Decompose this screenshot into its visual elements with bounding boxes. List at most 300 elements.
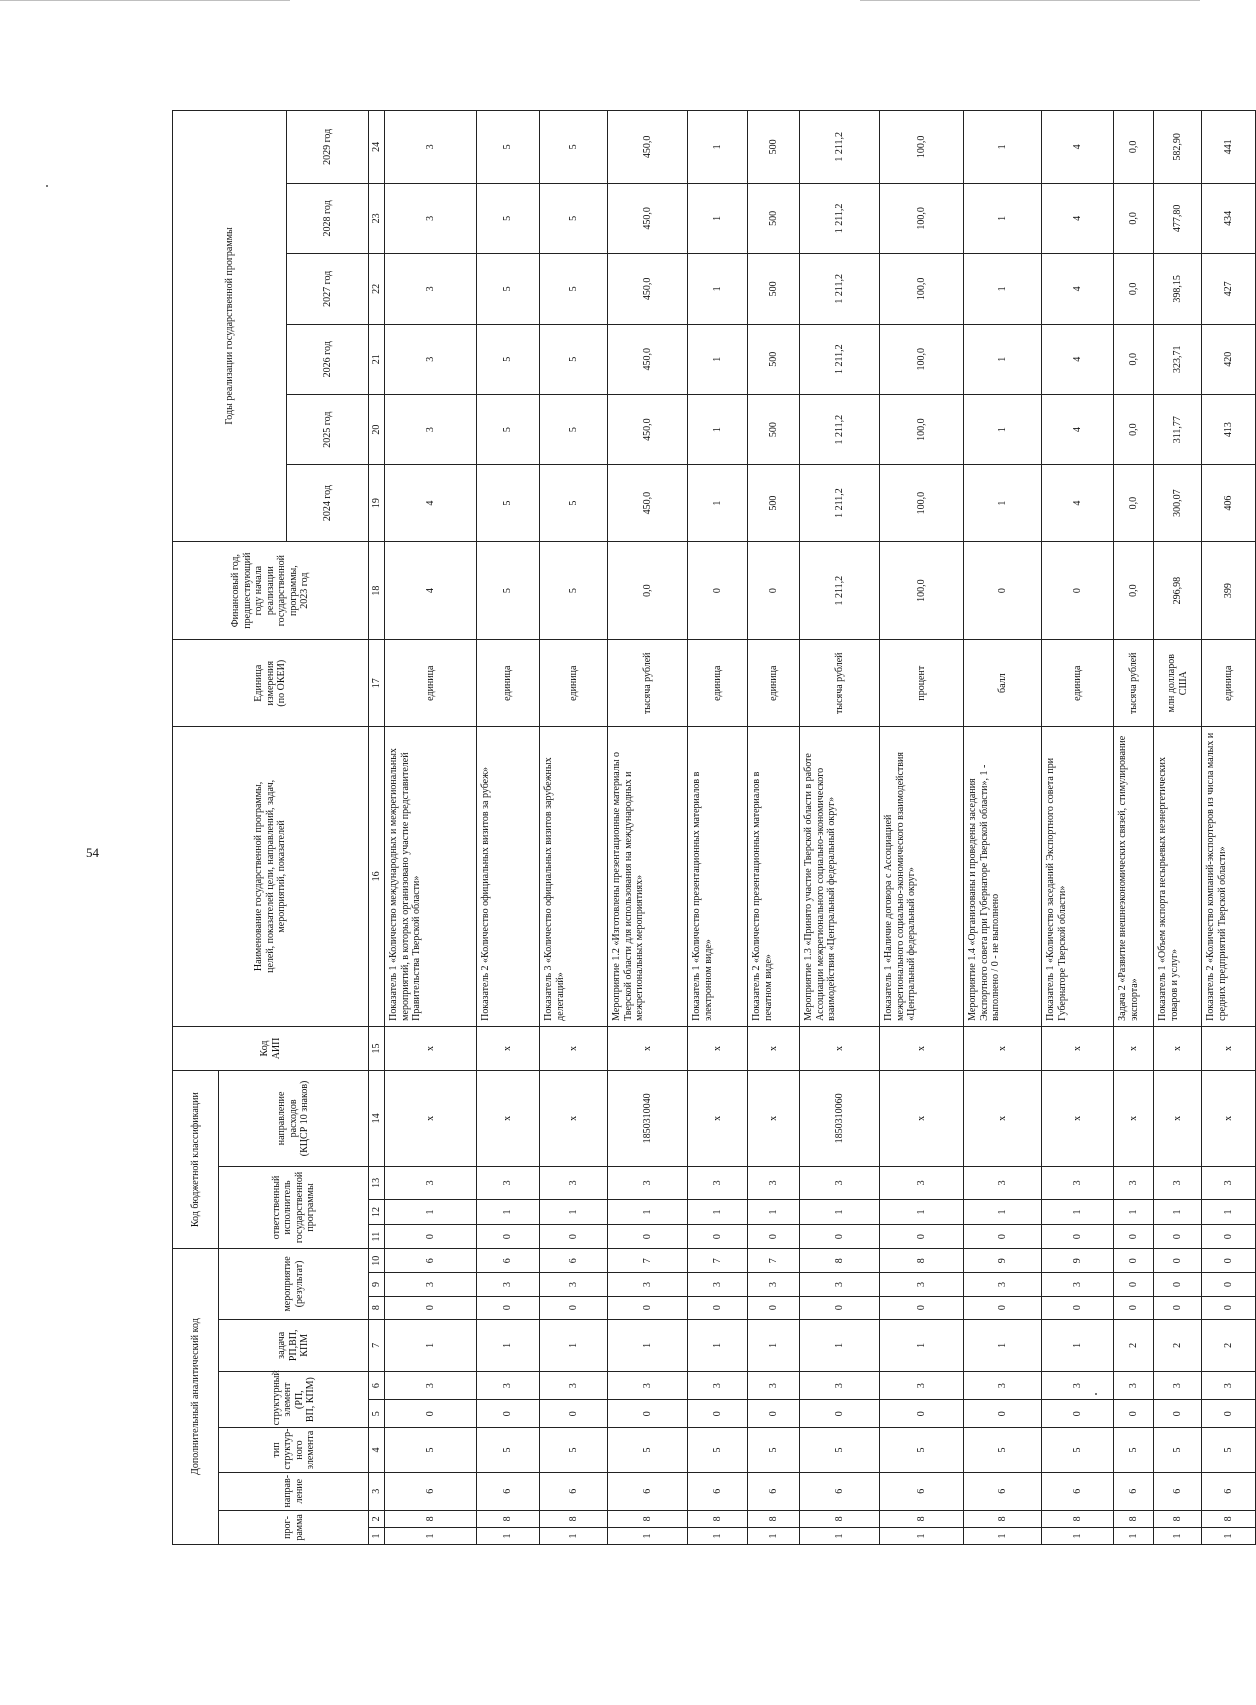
code-cell: 8 — [688, 1510, 748, 1527]
year-value-cell: 0,0 — [1114, 324, 1154, 394]
code-cell: 0 — [1154, 1249, 1202, 1273]
code-cell: 5 — [1154, 1428, 1202, 1472]
code-cell: 0 — [688, 1296, 748, 1319]
code-cell: 3 — [540, 1273, 608, 1296]
code-cell: 1 — [880, 1527, 964, 1544]
code-cell: 6 — [1114, 1472, 1154, 1510]
column-number: 1 — [369, 1527, 385, 1544]
column-number: 24 — [369, 111, 385, 184]
code-cell: 8 — [748, 1510, 800, 1527]
code-cell: 8 — [540, 1510, 608, 1527]
code-cell: 0 — [800, 1400, 880, 1428]
code-cell: 1 — [477, 1199, 540, 1224]
code-cell: 6 — [477, 1472, 540, 1510]
column-number: 14 — [369, 1071, 385, 1167]
base-year-cell: 0 — [688, 541, 748, 640]
column-number: 20 — [369, 394, 385, 464]
year-value-cell: 5 — [477, 183, 540, 253]
header-direction: направ- ление — [219, 1472, 369, 1510]
table-row — [880, 111, 964, 1545]
year-value-cell: 1 — [964, 183, 1042, 253]
code-cell: 8 — [1114, 1510, 1154, 1527]
column-number: 15 — [369, 1026, 385, 1070]
code-cell: 2 — [1154, 1319, 1202, 1371]
column-number: 10 — [369, 1249, 385, 1273]
code-cell: 2 — [1202, 1319, 1256, 1371]
code-cell: 5 — [385, 1428, 477, 1472]
kcsr-cell: х — [1202, 1071, 1256, 1167]
code-cell: 1 — [385, 1199, 477, 1224]
header-struct-element: структурный элемент (РП, ВП, КПМ) — [219, 1371, 369, 1427]
code-cell: 3 — [688, 1273, 748, 1296]
table-row — [608, 111, 688, 1545]
year-value-cell: 420 — [1202, 324, 1256, 394]
kcsr-cell: х — [688, 1071, 748, 1167]
name-cell: Мероприятие 1.3 «Принято участие Тверской области в работе Ассоциации межрегионального социально-экономического взаимодействия «Центральный федеральный округ» — [800, 726, 880, 1026]
year-value-cell: 100,0 — [880, 324, 964, 394]
code-cell: 0 — [1154, 1273, 1202, 1296]
code-cell: 1 — [748, 1199, 800, 1224]
code-cell: 0 — [1114, 1273, 1154, 1296]
year-value-cell: 427 — [1202, 254, 1256, 324]
code-cell: 0 — [1042, 1400, 1114, 1428]
header-year: 2027 год — [287, 254, 369, 324]
year-value-cell: 3 — [385, 111, 477, 184]
aip-cell: х — [540, 1026, 608, 1070]
code-cell: 0 — [1202, 1225, 1256, 1249]
code-cell: 1 — [540, 1319, 608, 1371]
code-cell: 0 — [880, 1400, 964, 1428]
code-cell: 0 — [800, 1225, 880, 1249]
code-cell: 3 — [964, 1273, 1042, 1296]
code-cell: 8 — [1042, 1510, 1114, 1527]
year-value-cell: 398,15 — [1154, 254, 1202, 324]
year-value-cell: 1 — [688, 111, 748, 184]
year-value-cell: 1 — [688, 324, 748, 394]
code-cell: 5 — [964, 1428, 1042, 1472]
year-value-cell: 0,0 — [1114, 111, 1154, 184]
code-cell: 0 — [540, 1296, 608, 1319]
year-value-cell: 441 — [1202, 111, 1256, 184]
aip-cell: х — [688, 1026, 748, 1070]
unit-cell: тысяча рублей — [800, 640, 880, 727]
header-budget-code: Код бюджетной классификации — [173, 1071, 219, 1249]
name-cell: Показатель 1 «Наличие договора с Ассоциацией межрегионального социально-экономического взаимодействия «Центральный федеральный округ» — [880, 726, 964, 1026]
code-cell: 1 — [688, 1527, 748, 1544]
year-value-cell: 500 — [748, 324, 800, 394]
header-expense-direction: направление расходов (КЦСР 10 знаков) — [219, 1071, 369, 1167]
code-cell: 1 — [1042, 1199, 1114, 1224]
unit-cell: балл — [964, 640, 1042, 727]
year-value-cell: 0,0 — [1114, 183, 1154, 253]
code-cell: 3 — [1202, 1166, 1256, 1199]
code-cell: 5 — [1202, 1428, 1256, 1472]
unit-cell: единица — [540, 640, 608, 727]
kcsr-cell: х — [748, 1071, 800, 1167]
kcsr-cell: х — [477, 1071, 540, 1167]
year-value-cell: 1 — [964, 111, 1042, 184]
year-value-cell: 406 — [1202, 465, 1256, 541]
year-value-cell: 450,0 — [608, 183, 688, 253]
column-number: 12 — [369, 1199, 385, 1224]
code-cell: 1 — [688, 1319, 748, 1371]
code-cell: 3 — [608, 1166, 688, 1199]
year-value-cell: 0,0 — [1114, 465, 1154, 541]
year-value-cell: 0,0 — [1114, 394, 1154, 464]
year-value-cell: 4 — [1042, 254, 1114, 324]
kcsr-cell: х — [540, 1071, 608, 1167]
code-cell: 0 — [608, 1400, 688, 1428]
code-cell: 0 — [748, 1400, 800, 1428]
year-value-cell: 450,0 — [608, 111, 688, 184]
year-value-cell: 5 — [477, 465, 540, 541]
base-year-cell: 100,0 — [880, 541, 964, 640]
code-cell: 0 — [1114, 1249, 1154, 1273]
year-value-cell: 1 — [964, 465, 1042, 541]
code-cell: 7 — [748, 1249, 800, 1273]
year-value-cell: 1 — [964, 394, 1042, 464]
year-value-cell: 5 — [540, 324, 608, 394]
column-number: 7 — [369, 1319, 385, 1371]
aip-cell: х — [385, 1026, 477, 1070]
year-value-cell: 1 211,2 — [800, 324, 880, 394]
code-cell: 3 — [688, 1166, 748, 1199]
table-row — [964, 111, 1042, 1545]
year-value-cell: 1 211,2 — [800, 394, 880, 464]
header-task: задача РП,ВП, КПМ — [219, 1319, 369, 1371]
code-cell: 8 — [800, 1249, 880, 1273]
year-value-cell: 3 — [385, 254, 477, 324]
header-year: 2024 год — [287, 465, 369, 541]
code-cell: 0 — [880, 1296, 964, 1319]
header-year: 2026 год — [287, 324, 369, 394]
year-value-cell: 5 — [477, 394, 540, 464]
year-value-cell: 500 — [748, 183, 800, 253]
header-executor: ответственный исполнитель государственной программы — [219, 1166, 369, 1248]
code-cell: 3 — [540, 1371, 608, 1399]
year-value-cell: 5 — [540, 394, 608, 464]
aip-cell: х — [1154, 1026, 1202, 1070]
code-cell: 0 — [1154, 1296, 1202, 1319]
name-cell: Показатель 1 «Объем экспорта несырьевых неэнергетических товаров и услуг» — [1154, 726, 1202, 1026]
code-cell: 5 — [748, 1428, 800, 1472]
year-value-cell: 500 — [748, 465, 800, 541]
code-cell: 6 — [1202, 1472, 1256, 1510]
code-cell: 3 — [964, 1166, 1042, 1199]
column-number: 2 — [369, 1510, 385, 1527]
code-cell: 6 — [800, 1472, 880, 1510]
unit-cell: процент — [880, 640, 964, 727]
code-cell: 6 — [540, 1472, 608, 1510]
code-cell: 6 — [964, 1472, 1042, 1510]
year-value-cell: 1 — [688, 394, 748, 464]
table-row — [800, 111, 880, 1545]
year-value-cell: 323,71 — [1154, 324, 1202, 394]
year-value-cell: 3 — [385, 394, 477, 464]
base-year-cell: 399 — [1202, 541, 1256, 640]
year-value-cell: 1 — [688, 183, 748, 253]
year-value-cell: 582,90 — [1154, 111, 1202, 184]
header-program: прог- рамма — [219, 1510, 369, 1544]
column-number: 4 — [369, 1428, 385, 1472]
code-cell: 1 — [1042, 1319, 1114, 1371]
code-cell: 3 — [748, 1371, 800, 1399]
code-cell: 3 — [748, 1273, 800, 1296]
code-cell: 6 — [608, 1472, 688, 1510]
code-cell: 5 — [688, 1428, 748, 1472]
code-cell: 6 — [385, 1472, 477, 1510]
year-value-cell: 1 211,2 — [800, 465, 880, 541]
year-value-cell: 450,0 — [608, 465, 688, 541]
scan-artifact — [860, 0, 1200, 1]
column-number: 19 — [369, 465, 385, 541]
code-cell: 6 — [540, 1249, 608, 1273]
unit-cell: единица — [477, 640, 540, 727]
table-row — [385, 111, 477, 1545]
code-cell: 5 — [800, 1428, 880, 1472]
code-cell: 8 — [1202, 1510, 1256, 1527]
year-value-cell: 450,0 — [608, 394, 688, 464]
code-cell: 3 — [880, 1371, 964, 1399]
unit-cell: тысяча рублей — [1114, 640, 1154, 727]
code-cell: 0 — [964, 1296, 1042, 1319]
header-aip-code: Код АИП — [173, 1026, 369, 1070]
code-cell: 3 — [1042, 1166, 1114, 1199]
year-value-cell: 100,0 — [880, 183, 964, 253]
code-cell: 6 — [385, 1249, 477, 1273]
unit-cell: тысяча рублей — [608, 640, 688, 727]
code-cell: 0 — [688, 1225, 748, 1249]
year-value-cell: 450,0 — [608, 324, 688, 394]
year-value-cell: 5 — [540, 254, 608, 324]
year-value-cell: 1 211,2 — [800, 183, 880, 253]
table-row — [477, 111, 540, 1545]
code-cell: 3 — [800, 1273, 880, 1296]
base-year-cell: 5 — [477, 541, 540, 640]
code-cell: 3 — [800, 1166, 880, 1199]
code-cell: 0 — [1202, 1400, 1256, 1428]
code-cell: 5 — [1042, 1428, 1114, 1472]
year-value-cell: 100,0 — [880, 465, 964, 541]
code-cell: 0 — [608, 1225, 688, 1249]
scan-artifact — [0, 0, 290, 1]
year-value-cell: 4 — [1042, 394, 1114, 464]
code-cell: 1 — [477, 1319, 540, 1371]
year-value-cell: 5 — [540, 111, 608, 184]
column-number: 16 — [369, 726, 385, 1026]
code-cell: 8 — [880, 1249, 964, 1273]
year-value-cell: 5 — [477, 324, 540, 394]
code-cell: 0 — [800, 1296, 880, 1319]
year-value-cell: 3 — [385, 324, 477, 394]
kcsr-cell: х — [964, 1071, 1042, 1167]
aip-cell: х — [880, 1026, 964, 1070]
code-cell: 0 — [1042, 1225, 1114, 1249]
code-cell: 6 — [880, 1472, 964, 1510]
code-cell: 5 — [477, 1428, 540, 1472]
aip-cell: х — [964, 1026, 1042, 1070]
code-cell: 3 — [477, 1166, 540, 1199]
year-value-cell: 1 211,2 — [800, 111, 880, 184]
code-cell: 3 — [748, 1166, 800, 1199]
base-year-cell: 0,0 — [1114, 541, 1154, 640]
code-cell: 1 — [964, 1527, 1042, 1544]
code-cell: 0 — [880, 1225, 964, 1249]
code-cell: 3 — [608, 1371, 688, 1399]
code-cell: 8 — [385, 1510, 477, 1527]
code-cell: 0 — [964, 1400, 1042, 1428]
code-cell: 3 — [477, 1371, 540, 1399]
code-cell: 1 — [385, 1319, 477, 1371]
code-cell: 0 — [1114, 1296, 1154, 1319]
code-cell: 0 — [385, 1296, 477, 1319]
base-year-cell: 5 — [540, 541, 608, 640]
code-cell: 1 — [540, 1199, 608, 1224]
unit-cell: млн долларов США — [1154, 640, 1202, 727]
table-row — [1202, 111, 1256, 1545]
code-cell: 0 — [688, 1400, 748, 1428]
code-cell: 3 — [800, 1371, 880, 1399]
code-cell: 8 — [800, 1510, 880, 1527]
code-cell: 1 — [748, 1527, 800, 1544]
name-cell: Задача 2 «Развитие внешнеэкономических связей, стимулирование экспорта» — [1114, 726, 1154, 1026]
code-cell: 8 — [608, 1510, 688, 1527]
year-value-cell: 1 — [964, 254, 1042, 324]
code-cell: 3 — [608, 1273, 688, 1296]
year-value-cell: 311,77 — [1154, 394, 1202, 464]
code-cell: 0 — [608, 1296, 688, 1319]
code-cell: 1 — [800, 1527, 880, 1544]
code-cell: 6 — [688, 1472, 748, 1510]
code-cell: 3 — [1154, 1371, 1202, 1399]
column-number: 8 — [369, 1296, 385, 1319]
year-value-cell: 4 — [1042, 465, 1114, 541]
year-value-cell: 413 — [1202, 394, 1256, 464]
header-unit: Единица измерения (по ОКЕИ) — [173, 640, 369, 727]
code-cell: 8 — [477, 1510, 540, 1527]
name-cell: Показатель 1 «Количество презентационных материалов в электронном виде» — [688, 726, 748, 1026]
unit-cell: единица — [385, 640, 477, 727]
code-cell: 3 — [1042, 1273, 1114, 1296]
code-cell: 0 — [1202, 1273, 1256, 1296]
kcsr-cell: 1850310040 — [608, 1071, 688, 1167]
year-value-cell: 100,0 — [880, 394, 964, 464]
year-value-cell: 1 211,2 — [800, 254, 880, 324]
table-row — [1154, 111, 1202, 1545]
year-value-cell: 5 — [540, 183, 608, 253]
base-year-cell: 4 — [385, 541, 477, 640]
code-cell: 0 — [540, 1225, 608, 1249]
year-value-cell: 1 — [688, 465, 748, 541]
base-year-cell: 0,0 — [608, 541, 688, 640]
code-cell: 0 — [1042, 1296, 1114, 1319]
code-cell: 0 — [1202, 1296, 1256, 1319]
kcsr-cell: х — [1154, 1071, 1202, 1167]
year-value-cell: 5 — [540, 465, 608, 541]
unit-cell: единица — [748, 640, 800, 727]
code-cell: 1 — [540, 1527, 608, 1544]
column-number: 3 — [369, 1472, 385, 1510]
page-number: 54 — [86, 845, 99, 860]
code-cell: 1 — [1114, 1199, 1154, 1224]
year-value-cell: 500 — [748, 254, 800, 324]
kcsr-cell: х — [880, 1071, 964, 1167]
scan-artifact — [46, 185, 48, 187]
code-cell: 9 — [964, 1249, 1042, 1273]
table-row — [540, 111, 608, 1545]
code-cell: 2 — [1114, 1319, 1154, 1371]
code-cell: 1 — [964, 1319, 1042, 1371]
code-cell: 1 — [608, 1527, 688, 1544]
code-cell: 3 — [385, 1273, 477, 1296]
code-cell: 1 — [385, 1527, 477, 1544]
code-cell: 1 — [880, 1319, 964, 1371]
year-value-cell: 434 — [1202, 183, 1256, 253]
header-activity: мероприятие (результат) — [219, 1249, 369, 1319]
code-cell: 0 — [385, 1225, 477, 1249]
code-cell: 1 — [1202, 1199, 1256, 1224]
code-cell: 3 — [688, 1371, 748, 1399]
table-row — [748, 111, 800, 1545]
code-cell: 7 — [608, 1249, 688, 1273]
name-cell: Показатель 2 «Количество официальных визитов за рубеж» — [477, 726, 540, 1026]
year-value-cell: 4 — [1042, 183, 1114, 253]
code-cell: 1 — [688, 1199, 748, 1224]
code-cell: 1 — [477, 1527, 540, 1544]
year-value-cell: 0,0 — [1114, 254, 1154, 324]
base-year-cell: 0 — [748, 541, 800, 640]
kcsr-cell: х — [1042, 1071, 1114, 1167]
code-cell: 1 — [1154, 1527, 1202, 1544]
year-value-cell: 4 — [385, 465, 477, 541]
code-cell: 7 — [688, 1249, 748, 1273]
header-year: 2029 год — [287, 111, 369, 184]
year-value-cell: 500 — [748, 394, 800, 464]
header-base-year: Финансовый год, предшествующий году начала реализации государственной программы, 2023 год — [173, 541, 369, 640]
column-number: 17 — [369, 640, 385, 727]
year-value-cell: 5 — [477, 254, 540, 324]
name-cell: Показатель 1 «Количество заседаний Экспортного совета при Губернаторе Тверской области» — [1042, 726, 1114, 1026]
code-cell: 1 — [608, 1199, 688, 1224]
name-cell: Показатель 3 «Количество официальных визитов зарубежных делегаций» — [540, 726, 608, 1026]
header-analytic-code: Дополнительный аналитический код — [173, 1249, 219, 1545]
code-cell: 3 — [1202, 1371, 1256, 1399]
header-years-group: Годы реализации государственной программы — [173, 111, 287, 542]
code-cell: 3 — [1042, 1371, 1114, 1399]
code-cell: 0 — [1202, 1249, 1256, 1273]
aip-cell: х — [1114, 1026, 1154, 1070]
column-number: 11 — [369, 1225, 385, 1249]
year-value-cell: 3 — [385, 183, 477, 253]
base-year-cell: 1 211,2 — [800, 541, 880, 640]
aip-cell: х — [1042, 1026, 1114, 1070]
year-value-cell: 5 — [477, 111, 540, 184]
code-cell: 1 — [964, 1199, 1042, 1224]
code-cell: 1 — [800, 1199, 880, 1224]
column-number: 22 — [369, 254, 385, 324]
year-value-cell: 4 — [1042, 111, 1114, 184]
code-cell: 0 — [1154, 1225, 1202, 1249]
name-cell: Показатель 1 «Количество международных и межрегиональных мероприятий, в которых организовано участие представителей Правительства Тверской области» — [385, 726, 477, 1026]
kcsr-cell: х — [385, 1071, 477, 1167]
code-cell: 0 — [385, 1400, 477, 1428]
code-cell: 3 — [1114, 1166, 1154, 1199]
aip-cell: х — [800, 1026, 880, 1070]
year-value-cell: 300,07 — [1154, 465, 1202, 541]
unit-cell: единица — [1202, 640, 1256, 727]
code-cell: 3 — [477, 1273, 540, 1296]
code-cell: 6 — [1042, 1472, 1114, 1510]
